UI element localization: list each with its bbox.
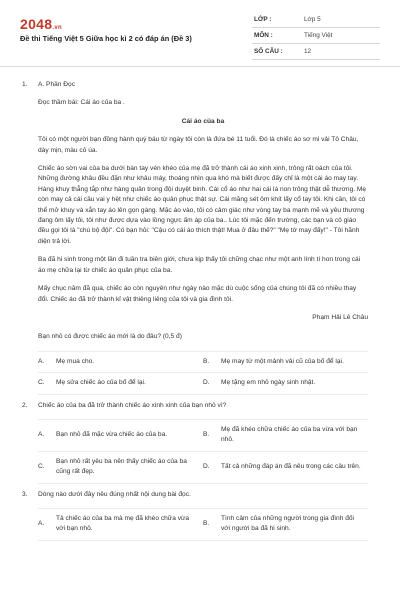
option-c[interactable]: C. Mẹ sửa chiếc áo của bố để lại. — [38, 379, 146, 387]
answer-options — [38, 508, 368, 541]
exam-meta-table — [252, 12, 380, 60]
option-a[interactable]: A. Tả chiếc áo của ba mà mẹ đã khéo chữa vừa với bạn nhỏ. — [38, 514, 190, 533]
site-logo[interactable]: 2048.vn — [20, 16, 62, 32]
option-d[interactable]: D. Mẹ tặng em nhỏ ngày sinh nhật. — [203, 379, 316, 387]
story-paragraph: Ba đã hi sinh trong một lần đi tuần tra biên giới, chưa kịp thấy tôi chững chạc như một anh lính tí hon trong cái áo mẹ chữa lại từ chiếc áo quân phục của ba. — [38, 256, 361, 274]
exam-content — [22, 80, 368, 547]
story-paragraph: Mấy chục năm đã qua, chiếc áo còn nguyên như ngày nào mặc dù cuộc sống của chúng tôi đã có nhiều thay đổi. Chiếc áo đã trở thành kỉ vật thiêng liêng của tôi và gia đình tôi. — [38, 285, 357, 303]
option-a[interactable]: A. Mẹ mua cho. — [38, 357, 95, 365]
answer-options — [38, 419, 368, 484]
exam-title: Đề thi Tiếng Việt 5 Giữa học kì 2 có đáp án (Đề 3) — [20, 34, 192, 43]
question-text: Chiếc áo của ba đã trở thành chiếc áo xinh xinh của bạn nhỏ vì? — [38, 401, 227, 409]
question-number: 3. — [22, 490, 28, 498]
question-number: 1. — [22, 81, 28, 88]
option-a[interactable]: A. Bạn nhỏ đã mặc vừa chiếc áo của ba. — [38, 431, 168, 439]
story-title: Cái áo của ba — [181, 117, 225, 125]
meta-row-question-count: SỐ CÂU : 12 — [252, 44, 380, 60]
reading-instruction: Đọc thầm bài: Cái áo của ba . — [38, 99, 125, 107]
option-d[interactable]: D. Tất cả những đáp án đã nêu trong các câu trên. — [203, 462, 361, 470]
section-heading: A. Phần Đọc — [38, 81, 76, 88]
option-c[interactable]: C. Bạn nhỏ rất yêu ba nên thấy chiếc áo của ba cũng rất đẹp. — [38, 457, 187, 476]
meta-row-subject: MÔN : Tiếng Việt — [252, 28, 380, 44]
header-divider — [0, 66, 400, 67]
story-paragraph: Tôi có một người bạn đồng hành quý báu từ ngày tôi còn là đứa bé 11 tuổi. Đó là chiếc áo sơ mi vải Tô Châu, dày mịn, màu cỏ úa. — [38, 136, 359, 154]
question-3 — [22, 490, 368, 541]
story-paragraph: Chiếc áo sờn vai của ba dưới bàn tay vén khéo của mẹ đã trở thành cái áo xinh xinh, trông rất oách của tôi. Những đường khâu đều đặn như khâu máy, thoáng nhìn qua khó mà biết được đấy chỉ là một cái áo may tay. Hàng khuy thẳng tắp như hàng quân trong đội duyệt binh. Cái cổ áo như hai cái lá non trông thật dễ thương. Mẹ còn may cả cái cầu vai y hệt như chiếc áo quân phục thật sự. Cái măng sét ôm khít lấy cổ tay tôi. Khi cần, tôi có thể mở khuy và xắn tay áo lên gọn gàng. Mặc áo vào, tôi có cảm giác như vòng tay ba mạnh mẽ và yêu thương đang ôm lấy tôi, tôi như được dựa vào lồng ngực ấm áp của ba.. Lúc tôi mặc đến trường, các bạn và cô giáo đều gọi tôi là "chú bộ đội". Có bạn hỏi: "Cậu có cái áo thích thật! Mua ở đâu thế?" "Mẹ tớ may đấy!" - Tôi hãnh diện trả lời. — [38, 165, 367, 245]
option-b[interactable]: B. Mẹ đã khéo chữa chiếc áo của ba vừa với bạn nhỏ. — [203, 425, 358, 444]
question-text: Bạn nhỏ có được chiếc áo mới là do đâu? (0,5 đ) — [38, 333, 182, 341]
option-b[interactable]: B. Mẹ may từ một mảnh vải cũ của bố để lại. — [203, 357, 344, 365]
question-2 — [22, 401, 368, 484]
question-number: 2. — [22, 401, 28, 409]
meta-row-class: LỚP : Lớp 5 — [252, 12, 380, 28]
option-b[interactable]: B. Tình cảm của những người trong gia đình đối với người ba đã hi sinh. — [203, 514, 355, 533]
story-author: Phạm Hải Lê Châu — [312, 313, 368, 321]
answer-options — [38, 351, 368, 395]
question-1 — [22, 80, 368, 395]
question-text: Dòng nào dưới đây nêu đúng nhất nội dung bài đọc. — [38, 490, 191, 498]
page-header — [20, 12, 380, 60]
